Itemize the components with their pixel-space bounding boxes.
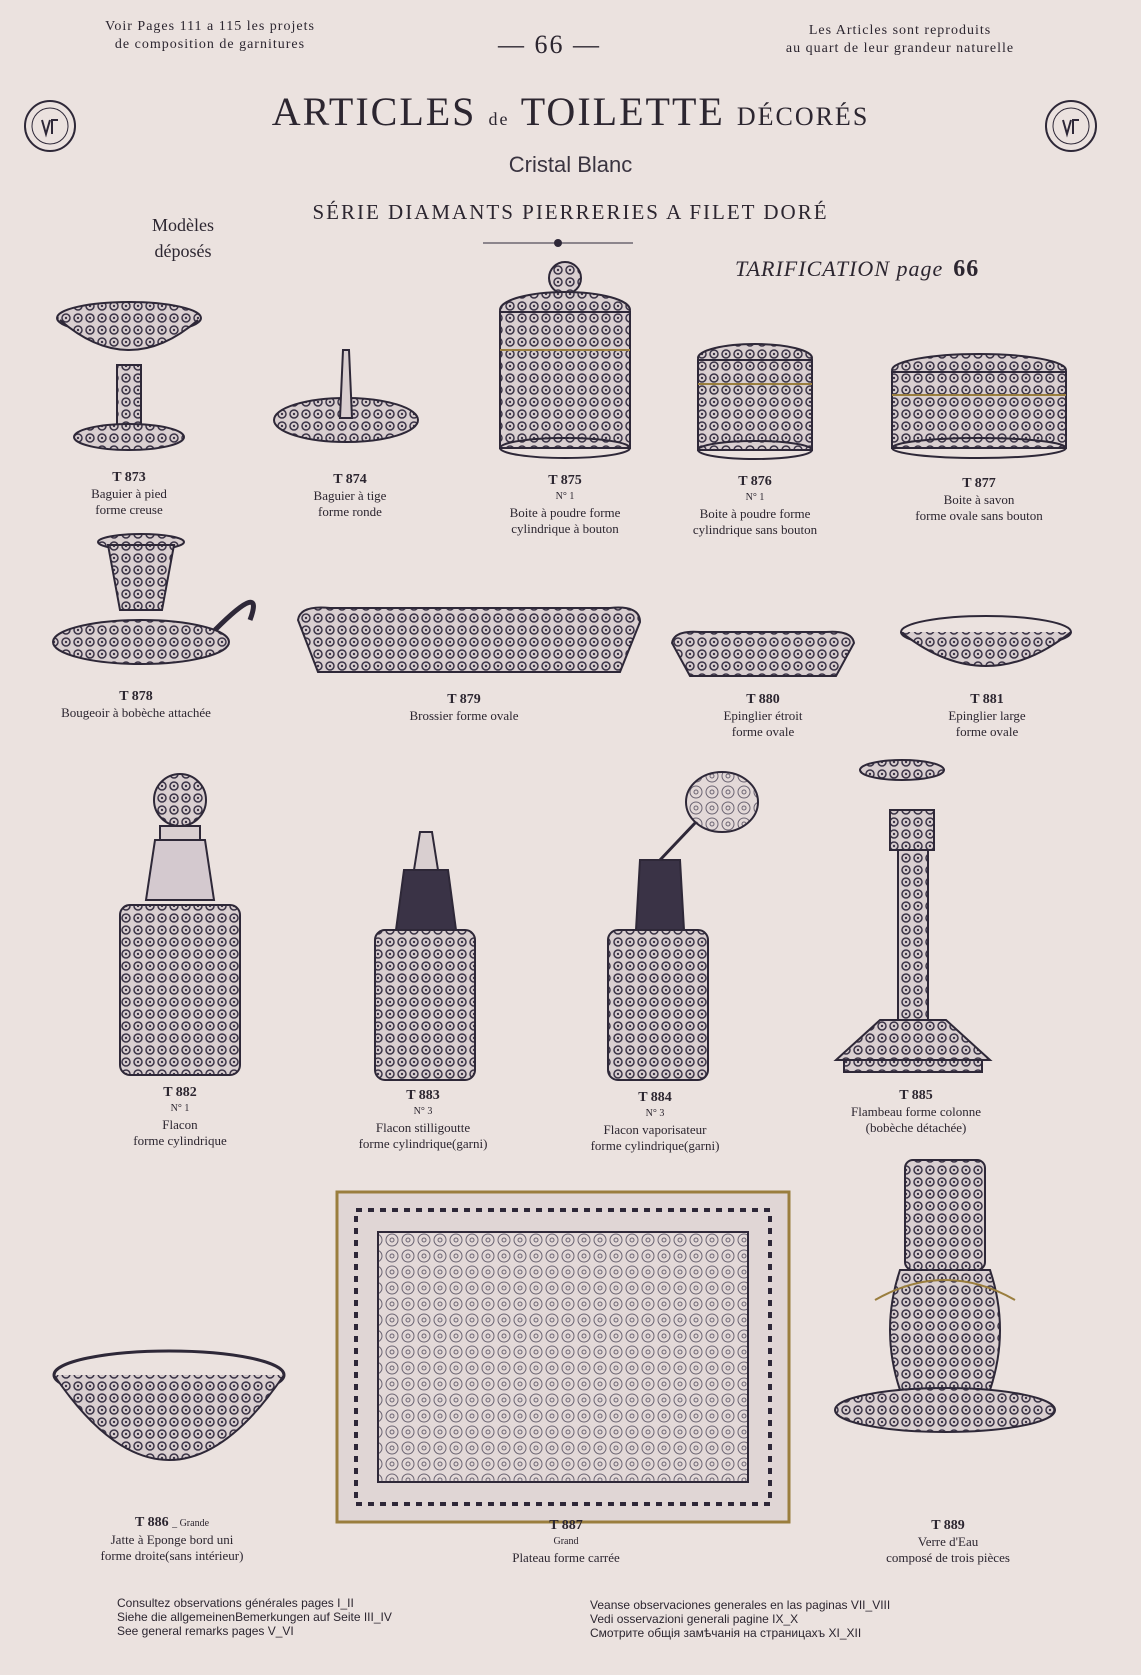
item-code: T 887 [549,1518,583,1533]
item-code: T 874 [333,472,367,487]
item-desc-line: forme creuse [95,502,163,517]
item-880-image [672,632,854,676]
item-873-image [57,302,201,450]
item-code: T 885 [899,1088,933,1103]
item-desc-line: forme cylindrique(garni) [590,1138,720,1153]
footer-left-line2: Siehe die allgemeinenBemerkungen auf Seite III_IV [117,1610,392,1624]
subtitle: Cristal Blanc [508,152,633,177]
item-size: _ Grande [172,1518,210,1529]
item-883-image [375,832,475,1080]
item-desc-line: composé de trois pièces [886,1550,1010,1565]
item-code: T 873 [112,470,146,485]
item-882-image [120,774,240,1075]
item-877-label [879,476,1079,524]
item-887-image [337,1192,789,1522]
item-889-label [848,1518,1048,1566]
item-885-image [836,760,990,1072]
item-882-label [105,1085,255,1149]
item-desc-line: Flacon vaporisateur [603,1122,707,1137]
item-desc-line: Brossier forme ovale [409,708,519,723]
item-desc-line: Boite à poudre forme [509,505,621,520]
item-desc-line: (bobèche détachée) [865,1120,967,1135]
item-desc-line: forme cylindrique [133,1133,227,1148]
item-878-image [53,534,253,664]
item-879-image [298,608,640,673]
item-desc-line: Jatte à Eponge bord uni [110,1532,234,1547]
header-left-line1: Voir Pages 111 a 115 les projets [105,19,315,34]
models-line2: déposés [154,241,212,261]
item-desc-line: Flambeau forme colonne [851,1104,981,1119]
item-desc-line: Bougeoir à bobèche attachée [61,705,211,720]
item-desc-line: Flacon [162,1117,198,1132]
footer-right-line2: Vedi osservazioni generali pagine IX_X [590,1612,799,1626]
tarification-page: 66 [953,256,980,282]
item-874-image [274,350,418,442]
title-decores: DÉCORÉS [736,102,870,131]
item-number: N° 3 [413,1106,433,1117]
item-code: T 883 [406,1088,440,1103]
item-desc-line: Baguier à tige [313,488,387,503]
item-number: N° 1 [555,491,575,502]
item-881-image [901,616,1071,666]
item-desc-line: forme ovale [955,724,1019,739]
item-887-label [466,1518,666,1566]
item-number: N° 1 [745,492,765,503]
item-code: T 879 [447,692,481,707]
item-878-label [36,689,236,721]
item-code: T 877 [962,476,996,491]
header-right-line2: au quart de leur grandeur naturelle [785,41,1015,56]
footer-left-line1: Consultez observations générales pages I_II [117,1596,354,1610]
header-left-line2: de composition de garnitures [114,37,306,52]
item-874-label [280,472,420,520]
item-876-image [698,344,812,459]
item-desc-line: forme ovale sans bouton [915,508,1043,523]
item-885-label [816,1088,1016,1136]
item-code: T 878 [119,689,153,704]
item-884-label [555,1090,755,1154]
item-desc-line: Flacon stilligoutte [375,1120,471,1135]
item-873-label [59,470,199,518]
item-desc-line: Epinglier large [948,708,1026,723]
item-desc-line: Baguier à pied [91,486,167,501]
item-880-label [683,692,843,740]
item-code: T 884 [638,1090,672,1105]
item-886-label [62,1515,282,1564]
item-desc-line: Plateau forme carrée [512,1550,620,1565]
item-881-label [912,692,1062,740]
item-desc-line: Verre d'Eau [917,1534,979,1549]
footer-right [590,1598,1030,1640]
item-875-image [500,262,630,458]
item-883-label [323,1088,523,1152]
item-desc-line: Epinglier étroit [723,708,803,723]
item-code: T 876 [738,474,772,489]
page-number: — 66 — [498,30,601,59]
footer-left [117,1596,517,1638]
title-de: de [488,109,510,129]
item-879-label [364,692,564,724]
item-number: N° 1 [170,1103,190,1114]
item-code: T 880 [746,692,780,707]
item-desc-line: forme droite(sans intérieur) [100,1548,244,1563]
item-size: Grand [553,1536,579,1547]
item-desc-line: forme ronde [318,504,382,519]
item-875-label [470,473,660,537]
item-889-image [835,1160,1055,1432]
footer-right-line3: Смотрите общія замѣчанія на страницахъ XI_XII [590,1626,862,1640]
item-desc-line: Boite à savon [943,492,1015,507]
item-code: T 889 [931,1518,965,1533]
item-desc-line: cylindrique sans bouton [692,522,818,537]
item-876-label [660,474,850,538]
footer-left-line3: See general remarks pages V_VI [117,1624,294,1638]
title-toilette: TOILETTE [520,89,725,134]
item-884-image [608,772,758,1080]
series-title: SÉRIE DIAMANTS PIERRERIES A FILET DORÉ [312,200,829,224]
item-desc-line: Boite à poudre forme [699,506,811,521]
item-877-image [892,354,1066,458]
item-number: N° 3 [645,1108,665,1119]
item-code: T 875 [548,473,582,488]
item-code: T 882 [163,1085,197,1100]
item-desc-line: forme ovale [731,724,795,739]
header-right-line1: Les Articles sont reproduits [808,23,992,38]
footer-right-line1: Veanse observaciones generales en las paginas VII_VIII [590,1598,891,1612]
models-line1: Modèles [152,215,214,235]
item-desc-line: cylindrique à bouton [511,521,619,536]
item-code: T 881 [970,692,1004,707]
item-desc-line: forme cylindrique(garni) [358,1136,488,1151]
item-886-image [54,1351,284,1460]
item-code-text: T 886 [134,1515,169,1530]
tarification-label: TARIFICATION page [735,256,944,281]
item-code [62,1515,282,1532]
title-articles: ARTICLES [271,89,477,134]
